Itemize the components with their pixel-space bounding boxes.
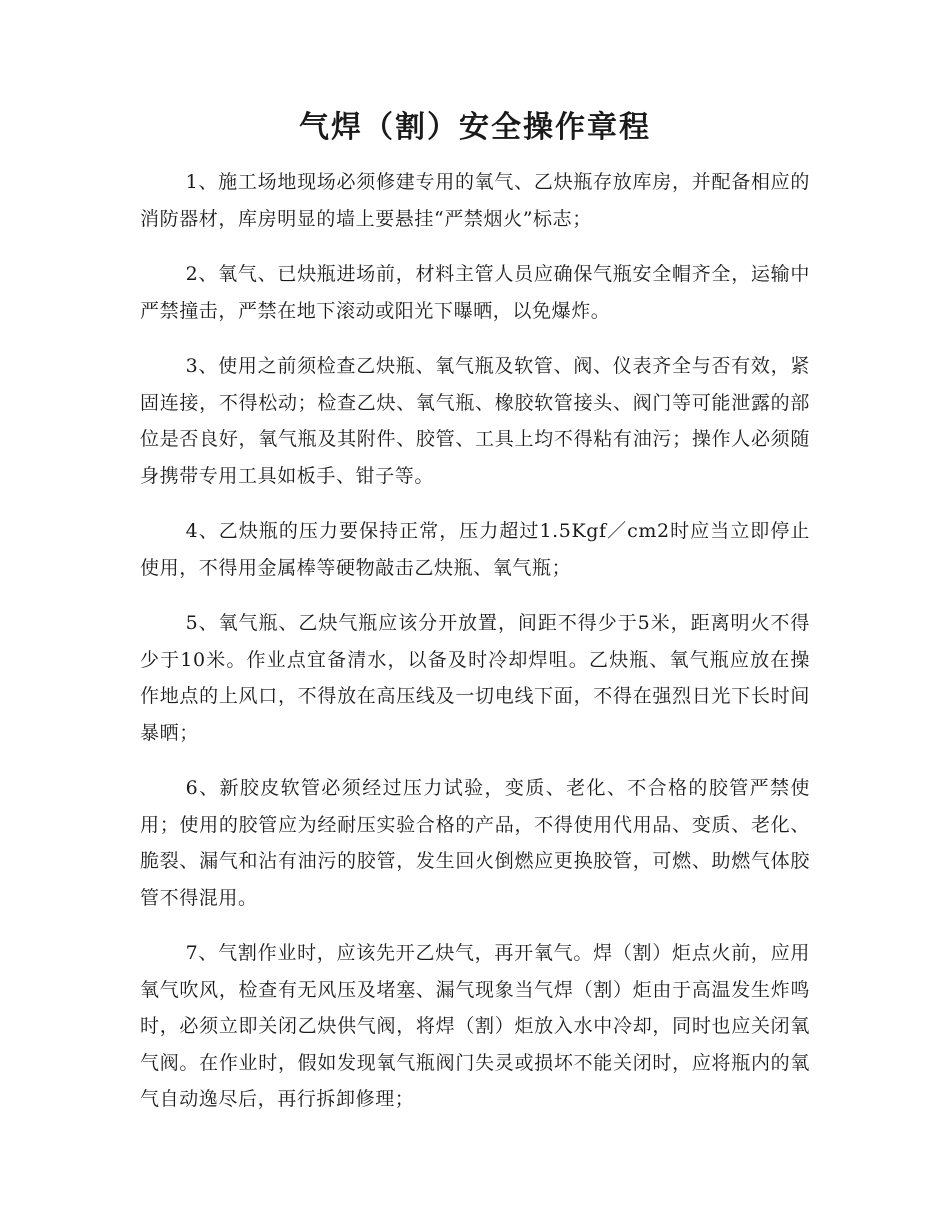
paragraph-3: 3、使用之前须检查乙炔瓶、氧气瓶及软管、阀、仪表齐全与否有效，紧固连接，不得松动；检查乙炔、氧气瓶、橡胶软管接头、阀门等可能泄露的部位是否良好，氧气瓶及其附件、胶管、工具上均不得粘有油污；操作人必须随身携带专用工具如板手、钳子等。 xyxy=(140,355,810,487)
paragraph-5: 5、氧气瓶、乙炔气瓶应该分开放置，间距不得少于5米，距离明火不得少于10米。作业点宜备清水，以备及时冷却焊咀。乙炔瓶、氧气瓶应放在操作地点的上风口，不得放在高压线及一切电线下面，不得在强烈日光下长时间暴晒； xyxy=(140,612,810,744)
paragraph-6: 6、新胶皮软管必须经过压力试验，变质、老化、不合格的胶管严禁使用；使用的胶管应为经耐压实验合格的产品，不得使用代用品、变质、老化、脆裂、漏气和沾有油污的胶管，发生回火倒燃应更换胶管，可燃、助燃气体胶管不得混用。 xyxy=(140,777,810,909)
paragraph-1: 1、施工场地现场必须修建专用的氧气、乙炔瓶存放库房，并配备相应的消防器材，库房明显的墙上要悬挂“严禁烟火”标志； xyxy=(140,171,810,230)
document-title: 气焊（割）安全操作章程 xyxy=(299,110,651,145)
paragraph-2: 2、氧气、已炔瓶进场前，材料主管人员应确保气瓶安全帽齐全，运输中严禁撞击，严禁在地下滚动或阳光下曝晒，以免爆炸。 xyxy=(140,263,810,322)
document-body xyxy=(140,164,810,1137)
paragraph-4: 4、乙炔瓶的压力要保持正常，压力超过1.5Kgf／cm2时应当立即停止使用，不得用金属棒等硬物敲击乙炔瓶、氧气瓶； xyxy=(140,520,810,579)
paragraph-7: 7、气割作业时，应该先开乙炔气，再开氧气。焊（割）炬点火前，应用氧气吹风，检查有无风压及堵塞、漏气现象当气焊（割）炬由于高温发生炸鸣时，必须立即关闭乙炔供气阀，将焊（割）炬放入水中冷却，同时也应关闭氧气阀。在作业时，假如发现氧气瓶阀门失灵或损坏不能关闭时，应将瓶内的氧气自动逸尽后，再行拆卸修理； xyxy=(140,942,810,1110)
